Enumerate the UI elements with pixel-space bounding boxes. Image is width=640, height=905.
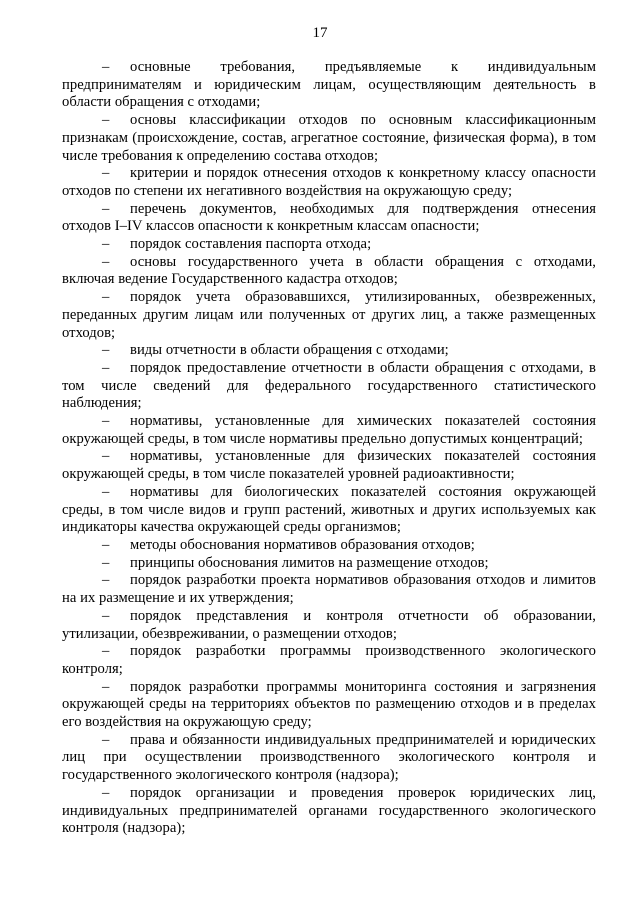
list-item-text: нормативы для биологических показателей состояния окружающей среды, в том числе видов и групп растений, животных и других используемых как индикаторы качества окружающей среды организмов; xyxy=(62,483,596,536)
requirements-list xyxy=(62,59,596,838)
list-item xyxy=(62,643,596,678)
list-item-text: принципы обоснования лимитов на размещение отходов; xyxy=(130,554,489,571)
dash-marker: – xyxy=(102,572,110,589)
list-item-text: порядок предоставление отчетности в области обращения с отходами, в том числе сведений для федерального государственного статистического наблюдения; xyxy=(62,359,596,412)
list-item-text: критерии и порядок отнесения отходов к конкретному классу опасности отходов по степени их негативного воздействия на окружающую среду; xyxy=(62,165,596,199)
dash-marker: – xyxy=(102,342,110,359)
dash-marker: – xyxy=(102,359,110,376)
list-item xyxy=(62,679,596,732)
list-item-text: порядок разработки проекта нормативов образования отходов и лимитов на их размещение и их утверждения; xyxy=(62,572,596,607)
list-item xyxy=(62,785,596,838)
list-item-text: права и обязанности индивидуальных предпринимателей и юридических лиц при осуществлении производственного экологического контроля и государственного экологического контроля (надзора); xyxy=(62,731,596,784)
list-item xyxy=(62,236,596,254)
list-item-text: основы классификации отходов по основным классификационным признакам (происхождение, состав, агрегатное состояние, физическая форма), в том числе требования к определению состава отходов; xyxy=(62,112,596,164)
list-item-text: виды отчетности в области обращения с отходами; xyxy=(130,342,449,359)
list-item xyxy=(62,289,596,342)
list-item xyxy=(62,360,596,413)
list-item-text: нормативы, установленные для химических показателей состояния окружающей среды, в том числе нормативы предельно допустимых концентраций; xyxy=(62,413,596,447)
dash-marker: – xyxy=(102,554,110,571)
dash-marker: – xyxy=(102,731,110,748)
dash-marker: – xyxy=(102,165,110,182)
list-item xyxy=(62,254,596,289)
list-item-text: порядок учета образовавшихся, утилизированных, обезвреженных, переданных другим лицам или полученных от других лиц, а также размещенных отходов; xyxy=(62,289,596,341)
list-item xyxy=(62,608,596,643)
dash-marker: – xyxy=(102,112,110,129)
list-item xyxy=(62,59,596,112)
list-item xyxy=(62,555,596,573)
dash-marker: – xyxy=(102,536,110,553)
list-item xyxy=(62,165,596,200)
dash-marker: – xyxy=(102,643,110,660)
list-item-text: основные требования, предъявляемые к индивидуальным предпринимателям и юридическим лицам, осуществляющим деятельность в области обращения с отходами; xyxy=(62,59,596,111)
dash-marker: – xyxy=(102,200,110,217)
list-item xyxy=(62,448,596,483)
dash-marker: – xyxy=(102,289,110,306)
list-item-text: порядок организации и проведения проверок юридических лиц, индивидуальных предпринимателей органами государственного экологического контроля (надзора); xyxy=(62,784,596,837)
list-item xyxy=(62,484,596,537)
list-item xyxy=(62,572,596,607)
list-item xyxy=(62,413,596,448)
list-item xyxy=(62,342,596,360)
dash-marker: – xyxy=(102,483,110,500)
dash-marker: – xyxy=(102,236,110,253)
list-item-text: методы обоснования нормативов образования отходов; xyxy=(130,536,475,553)
list-item-text: порядок разработки программы производственного экологического контроля; xyxy=(62,643,596,677)
list-item-text: порядок составления паспорта отхода; xyxy=(130,236,372,253)
dash-marker: – xyxy=(102,59,110,75)
dash-marker: – xyxy=(102,784,110,801)
list-item xyxy=(62,201,596,236)
dash-marker: – xyxy=(102,413,110,430)
dash-marker: – xyxy=(102,253,110,270)
list-item-text: нормативы, установленные для физических показателей состояния окружающей среды, в том числе показателей уровней радиоактивности; xyxy=(62,448,596,483)
list-item-text: перечень документов, необходимых для подтверждения отнесения отходов I–IV классов опасности к конкретным классам опасности; xyxy=(62,200,596,235)
list-item xyxy=(62,732,596,785)
list-item-text: основы государственного учета в области обращения с отходами, включая ведение Государственного кадастра отходов; xyxy=(62,253,596,288)
page-number: 17 xyxy=(312,25,328,41)
dash-marker: – xyxy=(102,607,110,624)
list-item xyxy=(62,112,596,165)
list-item xyxy=(62,537,596,555)
list-item-text: порядок представления и контроля отчетности об образовании, утилизации, обезвреживании, о размещении отходов; xyxy=(62,607,596,642)
dash-marker: – xyxy=(102,678,110,695)
list-item-text: порядок разработки программы мониторинга состояния и загрязнения окружающей среды на территориях объектов по размещению отходов и в пределах его воздействия на окружающую среду; xyxy=(62,678,596,731)
dash-marker: – xyxy=(102,448,110,465)
